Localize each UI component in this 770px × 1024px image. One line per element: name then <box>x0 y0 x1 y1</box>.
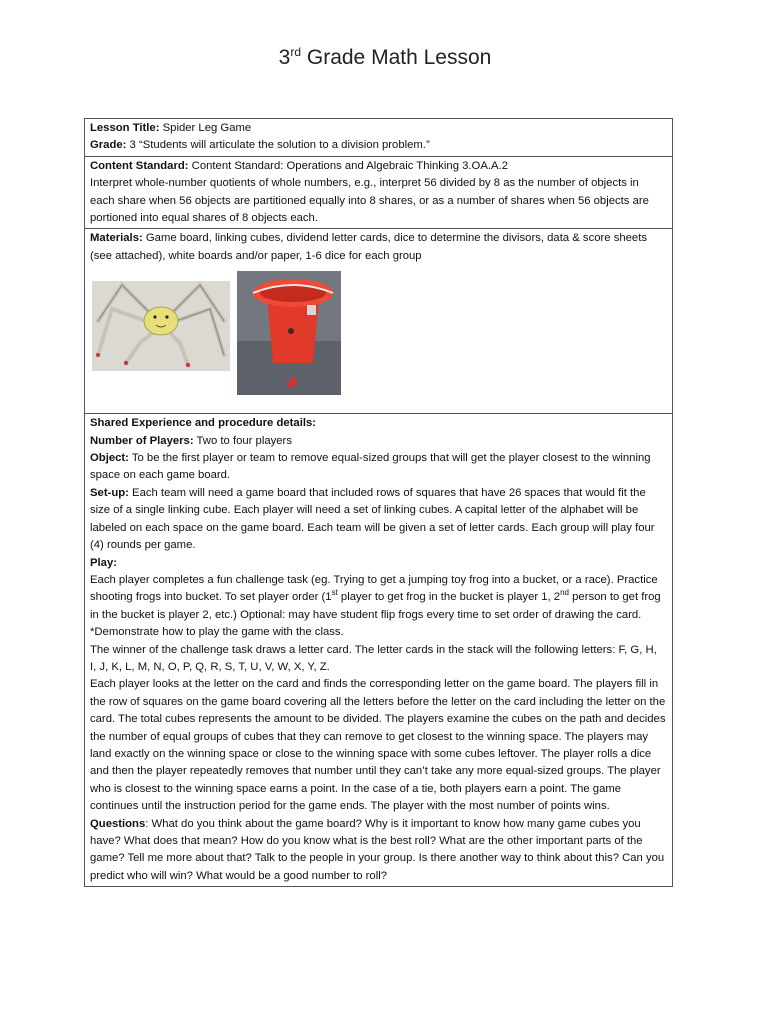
questions-value: : What do you think about the game board? Why is it important to know how many game cubes you have? What does that mean? How do you know what is the best roll? What are the other important parts of the game? Tell me more about that? Talk to the people in your group. Is there another way to think about this? Can you predict who will win? What would be a good number to roll? <box>90 817 665 882</box>
play-text-a: Each player completes a fun challenge task (eg. Trying to get a jumping toy frog into a bucket, or a race). Practice shooting frogs into bucket. To set player order (1 <box>90 573 658 604</box>
standard-cell <box>85 157 672 230</box>
questions-label: Questions <box>90 817 146 830</box>
materials-value: Game board, linking cubes, dividend letter cards, dice to determine the divisors, data & score sheets (see attached), white boards and/or paper, 1-6 dice for each group <box>90 232 647 262</box>
setup-value: Each team will need a game board that included rows of squares that have 26 spaces that would fit the size of a single linking cube. Each player will need a set of linking cubes. A capital letter of the alphabet will be labeled on each space on the game board. Each team will be given a set of letter cards. Each group will play four (4) rounds per game. <box>90 486 655 552</box>
materials-cell <box>85 229 672 414</box>
lesson-info-cell <box>85 119 672 157</box>
standard-label: Content Standard: <box>90 159 189 172</box>
play-sup-2: nd <box>560 588 570 598</box>
title-text: Grade Math Lesson <box>306 46 492 69</box>
setup-label: Set-up: <box>90 486 129 499</box>
standard-text: Interpret whole-number quotients of whole numbers, e.g., interpret 56 divided by 8 as the number of objects in each share when 56 objects are partitioned equally into 8 shares, or as a number of shares when 56 objects are portioned into equal shares of 8 objects each. <box>90 177 649 225</box>
spider-game-photo <box>92 281 230 371</box>
object-value: To be the first player or team to remove equal-sized groups that will get the player closest to the winning space on each game board. <box>90 452 651 482</box>
frog-bucket-photo <box>237 271 341 395</box>
grade-number: 3 <box>278 46 291 69</box>
each-player-text: Each player looks at the letter on the card and finds the corresponding letter on the game board. The players fill in the row of squares on the game board covering all the letters before the letter on the card including the letter on the card. The total cubes represents the amount to be divided. The players examine the cubes on the path and decides the number of equal groups of cubes that they can remove to get closest to the winning space. The players may land exactly on the winning space or close to the winning space with some cubes leftover. The player rolls a dice and then the player repeatedly removes that number until they can’t take any more equal-sized groups. The player who is closest to the winning space earns a point. In the case of a tie, both players earn a point. The game continues until the instruction period for the game ends. The player with the most number of points wins. <box>90 678 666 813</box>
standard-value: Content Standard: Operations and Algebraic Thinking 3.OA.A.2 <box>188 159 508 172</box>
demo-text: *Demonstrate how to play the game with the class. <box>90 626 344 639</box>
play-sup-1: st <box>331 588 338 598</box>
procedure-cell <box>85 414 672 886</box>
lesson-table <box>84 118 673 887</box>
materials-label: Materials: <box>90 232 143 245</box>
procedure-heading: Shared Experience and procedure details: <box>90 417 317 430</box>
lesson-title-label: Lesson Title: <box>90 122 160 134</box>
page-title <box>0 46 770 70</box>
play-text-c: person to get frog in the bucket is player 2, etc.) Optional: may have student flip frogs every time to set order of drawing the card. <box>90 591 661 621</box>
winner-text: The winner of the challenge task draws a letter card. The letter cards in the stack will the following letters: F, G, H, I, J, K, L, M, N, O, P, Q, R, S, T, U, V, W, X, Y, Z. <box>90 643 657 673</box>
play-text <box>90 572 666 624</box>
players-label: Number of Players: <box>90 434 194 447</box>
grade-label: Grade: <box>90 139 127 152</box>
object-label: Object: <box>90 452 129 465</box>
lesson-title-value: Spider Leg Game <box>159 122 252 134</box>
materials-photos <box>90 265 666 412</box>
grade-superscript: rd <box>290 45 302 59</box>
play-label: Play: <box>90 556 118 569</box>
players-value: Two to four players <box>193 434 292 447</box>
play-text-b: player to get frog in the bucket is player 1, 2 <box>337 591 561 604</box>
grade-value: 3 “Students will articulate the solution to a division problem.” <box>126 139 430 152</box>
